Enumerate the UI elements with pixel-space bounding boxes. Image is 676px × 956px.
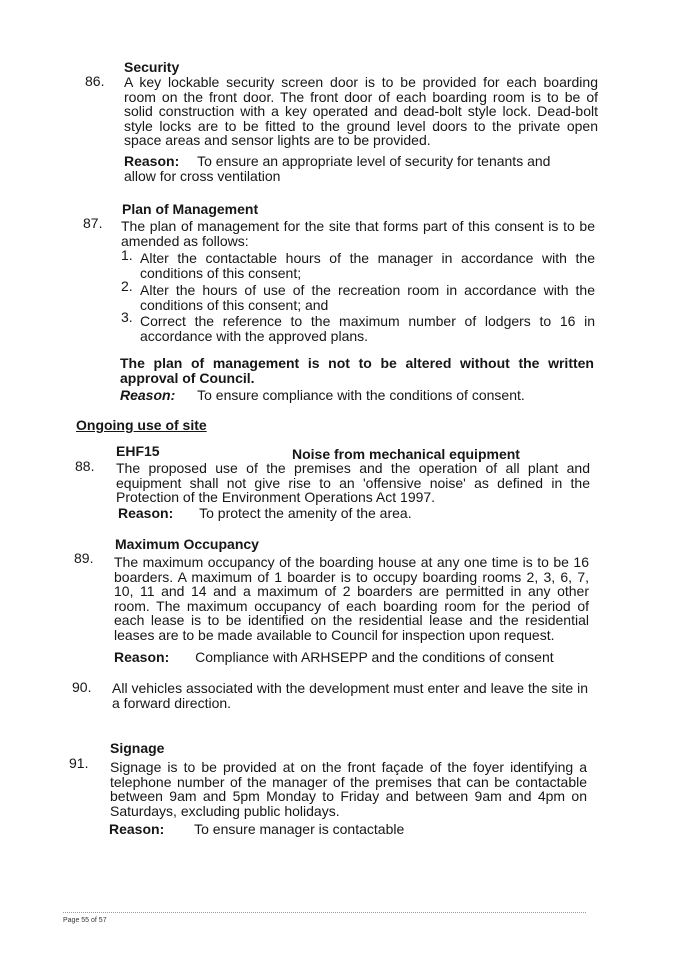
plan-item-number: 2.: [121, 278, 133, 294]
reason-label: Reason:: [120, 387, 176, 403]
noise-code: EHF15: [116, 443, 160, 459]
condition-number-91: 91.: [69, 755, 89, 771]
plan-item: Alter the contactable hours of the manager in accordance with the conditions of this consent;: [140, 250, 595, 281]
security-reason-cont: allow for cross ventilation: [124, 168, 281, 184]
condition-number-90: 90.: [72, 679, 92, 695]
plan-reason: [120, 387, 525, 404]
occupancy-reason: [114, 649, 554, 666]
signage-reason: [109, 821, 404, 838]
footer-divider: [63, 912, 586, 913]
signage-heading: Signage: [110, 740, 165, 756]
plan-item: Correct the reference to the maximum number of lodgers to 16 in accordance with the approved plans.: [140, 313, 595, 344]
reason-text: To ensure compliance with the conditions of consent.: [197, 387, 525, 403]
noise-heading: Noise from mechanical equipment: [292, 446, 520, 462]
condition-number-87: 87.: [83, 215, 103, 231]
noise-text: The proposed use of the premises and the operation of all plant and equipment shall not give rise to an 'offensive noise' as defined in the Protection of the Environment Operations Act 1997.: [116, 460, 590, 505]
reason-label: Reason:: [114, 649, 170, 665]
condition-number-88: 88.: [75, 458, 95, 474]
plan-item: Alter the hours of use of the recreation room in accordance with the conditions of this consent; and: [140, 282, 595, 313]
reason-text: To protect the amenity of the area.: [199, 505, 412, 521]
noise-reason: [118, 505, 412, 522]
occupancy-heading: Maximum Occupancy: [115, 536, 259, 552]
occupancy-text: The maximum occupancy of the boarding house at any one time is to be 16 boarders. A maximum of 1 boarder is to occupy boarding rooms 2, 3, 6, 7, 10, 11 and 14 and a maximum of 2 boarders are permitted in any other room. The maximum occupancy of each boarding room for the period of each lease is to be identified on the residential lease and the residential leases are to be made available to Council for inspection upon request.: [114, 554, 589, 643]
plan-heading: Plan of Management: [122, 201, 259, 217]
security-text: A key lockable security screen door is to be provided for each boarding room on the front door. The front door of each boarding room is to be of solid construction with a key operated and dead-bolt style lock. Dead-bolt style locks are to be fitted to the ground level doors to the private open space areas and sensor lights are to be provided.: [124, 74, 598, 148]
security-heading: Security: [124, 59, 180, 75]
reason-label: Reason:: [109, 821, 165, 837]
condition-number-89: 89.: [74, 550, 94, 566]
reason-label: Reason:: [118, 505, 174, 521]
reason-text: To ensure an appropriate level of security for tenants and: [197, 153, 551, 169]
signage-text: Signage is to be provided at on the front façade of the foyer identifying a telephone number of the manager of the premises that can be contactable between 9am and 5pm Monday to Friday and between 9am and 4pm on Saturdays, excluding public holidays.: [110, 759, 587, 819]
vehicles-text: All vehicles associated with the development must enter and leave the site in a forward direction.: [112, 680, 588, 711]
plan-approval-note: The plan of management is not to be altered without the written approval of Council.: [120, 355, 594, 386]
reason-text: Compliance with ARHSEPP and the conditions of consent: [195, 649, 554, 665]
plan-intro: The plan of management for the site that forms part of this consent is to be amended as follows:: [121, 218, 595, 249]
ongoing-use-heading: Ongoing use of site: [76, 417, 207, 433]
condition-number-86: 86.: [85, 73, 105, 89]
reason-label: Reason:: [124, 153, 180, 169]
plan-item-number: 3.: [121, 309, 133, 325]
plan-item-number: 1.: [121, 247, 133, 263]
page-number: Page 55 of 57: [63, 917, 107, 924]
reason-text: To ensure manager is contactable: [194, 821, 405, 837]
